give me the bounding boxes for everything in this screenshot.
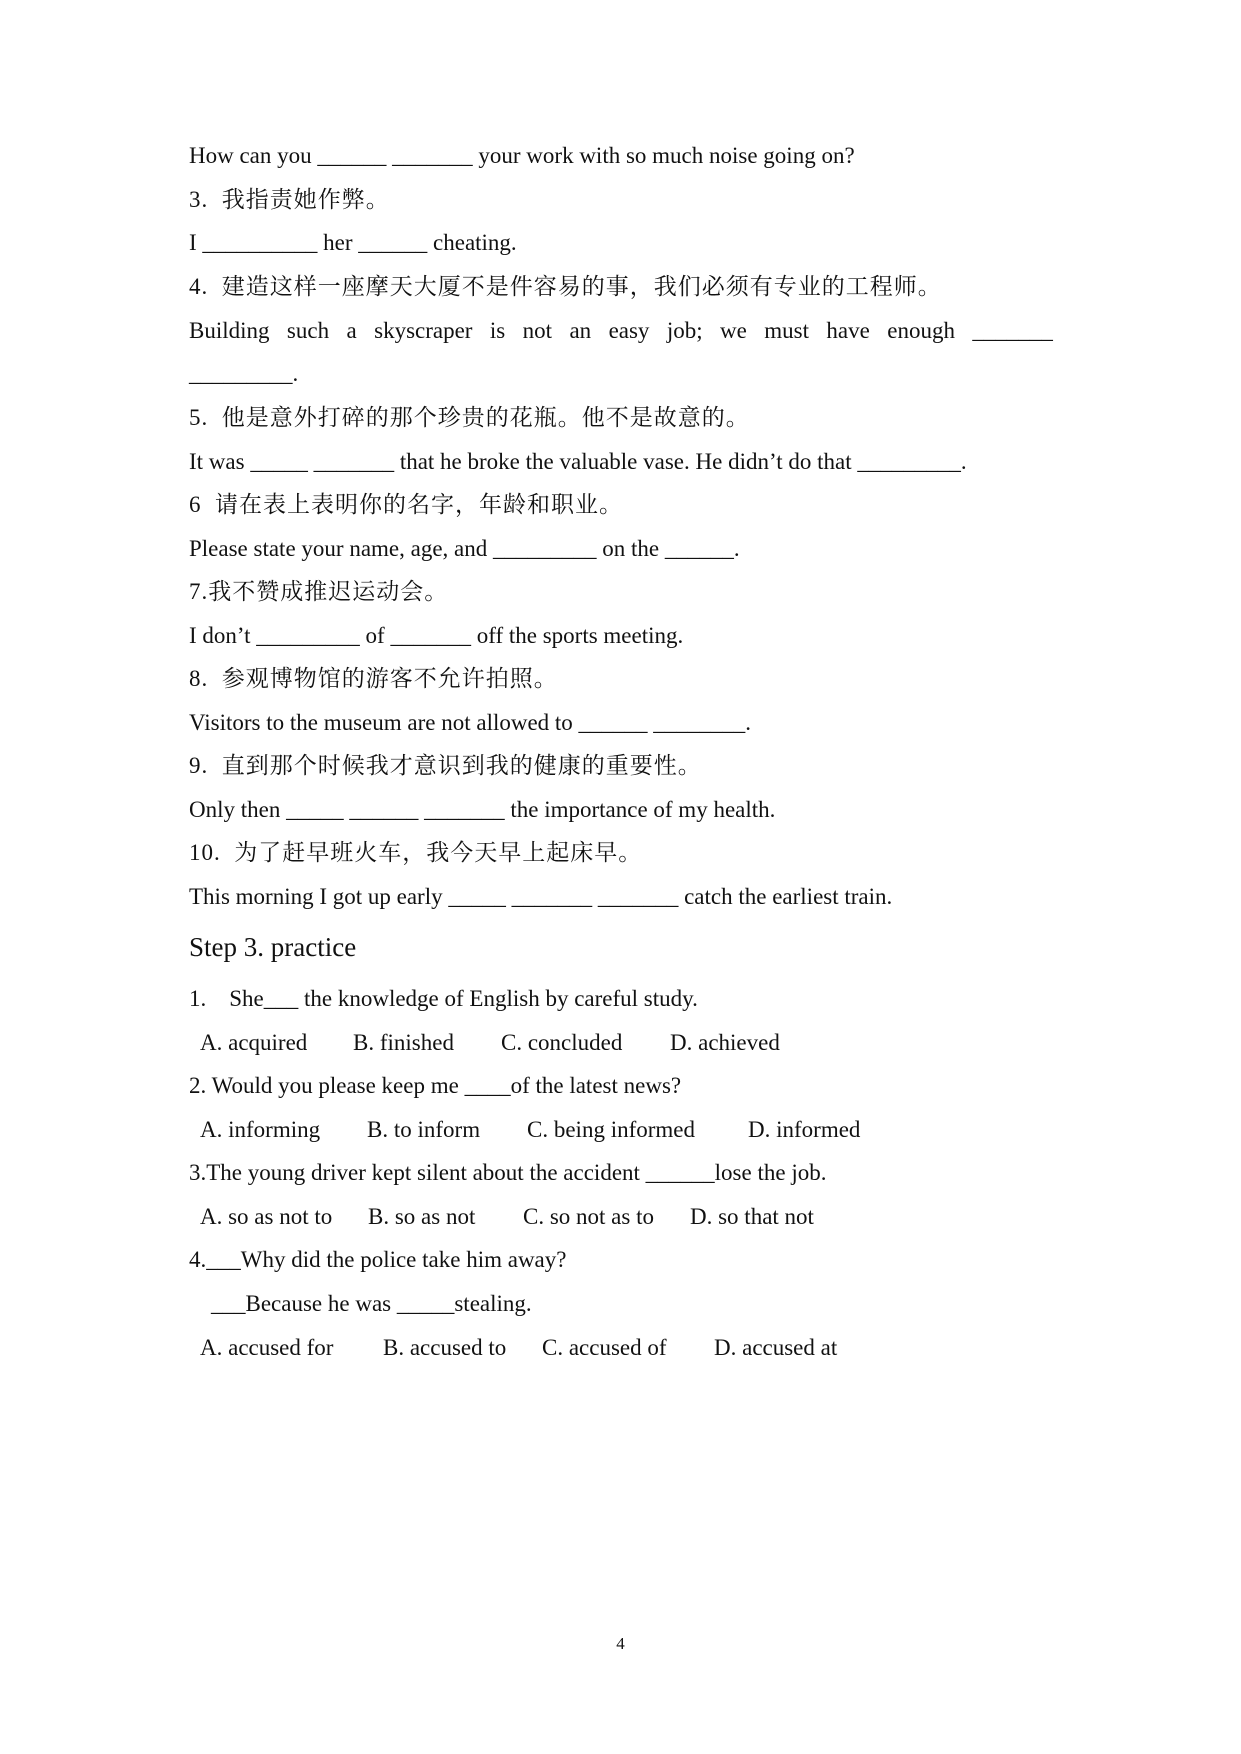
- sentence-line: It was _____ _______ that he broke the valuable vase. He didn’t do that _________.: [189, 449, 967, 474]
- sentence-line: Only then _____ ______ _______ the importance of my health.: [189, 797, 776, 822]
- option-d: D. achieved: [670, 1030, 780, 1055]
- option-b: B. so as not: [368, 1204, 476, 1229]
- word: enough: [887, 318, 955, 343]
- option-a: A. so as not to: [200, 1204, 333, 1229]
- chinese-prompt: 3. 我指责她作弊。: [189, 187, 390, 212]
- option-a: A. informing: [200, 1117, 321, 1142]
- option-a: A. acquired: [200, 1030, 308, 1055]
- section-heading: Step 3. practice: [189, 932, 357, 962]
- question-4-reply: ___Because he was _____stealing.: [211, 1291, 532, 1316]
- sentence-line: _________.: [189, 361, 299, 386]
- word: an: [569, 318, 592, 343]
- word: Building: [189, 318, 270, 343]
- chinese-prompt: 8. 参观博物馆的游客不允许拍照。: [189, 666, 558, 691]
- option-b: B. finished: [353, 1030, 454, 1055]
- option-d: D. so that not: [690, 1204, 814, 1229]
- word: job;: [666, 318, 703, 343]
- option-d: D. accused at: [714, 1335, 838, 1360]
- page-number: 4: [616, 1634, 625, 1653]
- option-b: B. accused to: [383, 1335, 507, 1360]
- word: easy: [608, 318, 650, 343]
- option-d: D. informed: [748, 1117, 861, 1142]
- word: not: [522, 318, 553, 343]
- chinese-prompt: 7.我不赞成推迟运动会。: [189, 579, 449, 604]
- word: a: [346, 318, 357, 343]
- option-c: C. concluded: [501, 1030, 623, 1055]
- sentence-line: I don’t _________ of _______ off the sports meeting.: [189, 623, 684, 648]
- sentence-line: How can you ______ _______ your work with so much noise going on?: [189, 143, 855, 168]
- word: skyscraper: [374, 318, 473, 343]
- sentence-line: Please state your name, age, and _________ on the ______.: [189, 536, 740, 561]
- option-c: C. accused of: [542, 1335, 667, 1360]
- chinese-prompt: 10. 为了赶早班火车，我今天早上起床早。: [189, 840, 643, 865]
- sentence-line: Visitors to the museum are not allowed to ______ ________.: [189, 710, 752, 735]
- word: such: [286, 318, 330, 343]
- option-a: A. accused for: [200, 1335, 334, 1360]
- chinese-prompt: 6 请在表上表明你的名字，年龄和职业。: [189, 492, 623, 517]
- option-c: C. being informed: [527, 1117, 695, 1142]
- word: is: [489, 318, 506, 343]
- sentence-line: This morning I got up early _____ _______ _______ catch the earliest train.: [189, 884, 893, 909]
- option-c: C. so not as to: [523, 1204, 654, 1229]
- chinese-prompt: 5. 他是意外打碎的那个珍贵的花瓶。他不是故意的。: [189, 405, 750, 430]
- word: _______: [972, 318, 1053, 343]
- word: have: [826, 318, 870, 343]
- chinese-prompt: 9. 直到那个时候我才意识到我的健康的重要性。: [189, 753, 702, 778]
- question-1: 1. She___ the knowledge of English by careful study.: [189, 986, 698, 1011]
- word: must: [764, 318, 809, 343]
- sentence-line: I __________ her ______ cheating.: [189, 230, 517, 255]
- question-4: 4.___Why did the police take him away?: [189, 1247, 567, 1272]
- question-2: 2. Would you please keep me ____of the latest news?: [189, 1073, 682, 1098]
- justified-sentence-line: [189, 316, 1053, 346]
- chinese-prompt: 4. 建造这样一座摩天大厦不是件容易的事，我们必须有专业的工程师。: [189, 274, 942, 299]
- word: we: [720, 318, 747, 343]
- option-b: B. to inform: [367, 1117, 481, 1142]
- question-3: 3.The young driver kept silent about the accident ______lose the job.: [189, 1160, 827, 1185]
